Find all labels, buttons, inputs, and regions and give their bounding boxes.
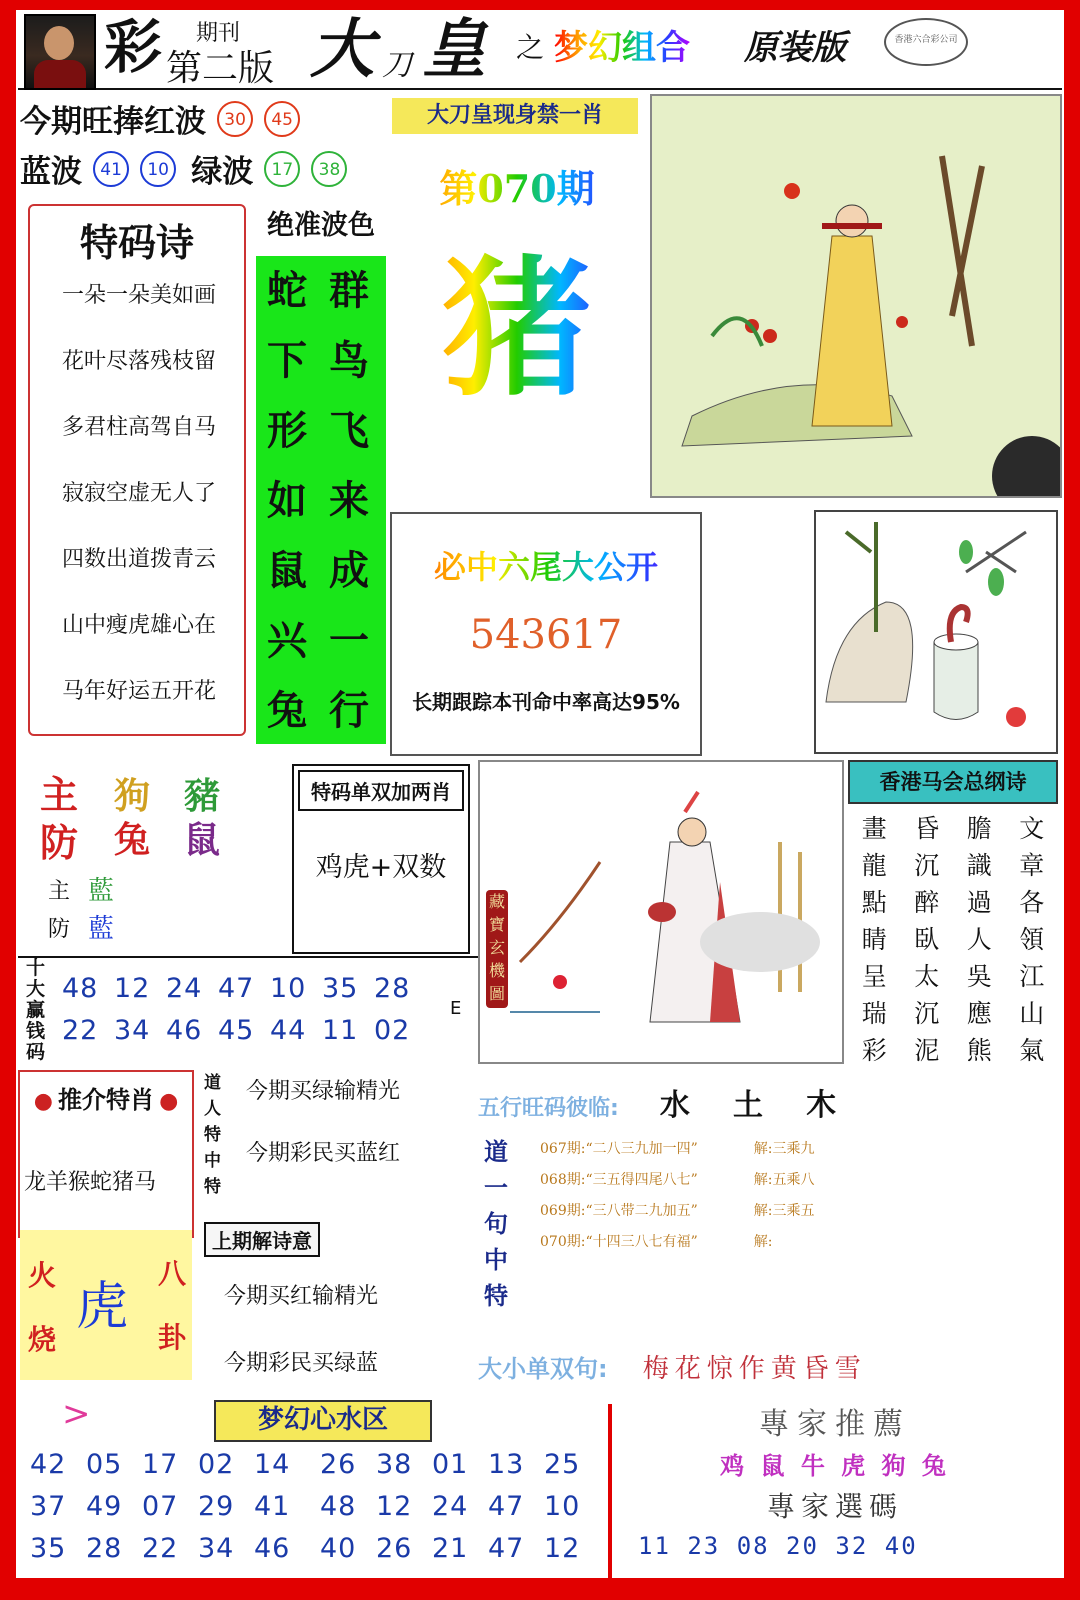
wave-color-title: 绝准波色: [256, 196, 386, 256]
size-parity-row: [478, 1348, 1038, 1392]
dream-title: 梦幻心水区: [214, 1400, 432, 1442]
expert-title: 專家推薦: [759, 1407, 911, 1442]
daoren-label: 道 人 特 中 特: [204, 1073, 221, 1197]
blue-ball-2: 10: [140, 151, 176, 187]
single-double-value: 鸡虎+双数: [315, 852, 447, 883]
red-ball-1: 30: [217, 101, 253, 137]
ten-codes-row-1: 48 12 24 47 10 35 28: [62, 973, 411, 1000]
poem-line-7: 马年好运五开花: [62, 679, 217, 704]
six-tail-title: 必中六尾大公开: [392, 542, 700, 588]
snake-illustration: [814, 510, 1058, 754]
dream-zone: [18, 1394, 604, 1578]
daoren-line-1: 今期买绿输精光: [246, 1079, 401, 1104]
poem-line-1: 一朵一朵美如画: [62, 283, 217, 308]
hk-general-poem: [848, 760, 1058, 1070]
treasure-art: [480, 762, 842, 1062]
hk-poem-col-2: 膽 識 過 人 吳 應 熊: [966, 814, 992, 1065]
burn-char: 烧: [28, 1323, 57, 1356]
issue-number: 第070期: [388, 158, 646, 213]
company-seal: 香港六合彩公司: [884, 18, 968, 66]
green-ball-2: 38: [311, 151, 347, 187]
special-code-poem: [28, 204, 246, 736]
recommend-animals: 龙羊猴蛇猪马: [24, 1170, 157, 1195]
one-sentence-panel: [478, 1134, 878, 1312]
last-issue-panel: [204, 1222, 474, 1388]
poem-line-5: 四数出道拨青云: [62, 547, 217, 572]
original-version-label: 原装版: [744, 28, 846, 68]
dream-row: 42 05 17 02 14: [30, 1449, 291, 1480]
dream-row: 48 12 24 47 10: [320, 1491, 581, 1522]
poem-line-4: 寂寂空虚无人了: [62, 481, 217, 506]
main-defense-panel: [18, 764, 290, 956]
fire-char: 火: [28, 1259, 57, 1292]
zhu-char: 主: [40, 772, 79, 817]
header: [18, 12, 1062, 90]
ten-winning-codes: [18, 956, 478, 1066]
qikan-label: 期刊: [196, 21, 241, 46]
single-double-title: 特码单双加两肖: [298, 770, 464, 811]
hk-poem-col-4: 畫 龍 點 睛 呈 瑞 彩: [861, 814, 887, 1065]
eight-char: 八: [158, 1257, 187, 1290]
wave-char: 鼠: [267, 547, 307, 594]
ten-codes-side-mark: E: [450, 998, 462, 1019]
wave-char: 成: [329, 547, 369, 594]
animal-rabbit: 兔: [114, 819, 151, 861]
hk-poem-col-1: 文 章 各 領 江 山 氣: [1019, 814, 1045, 1065]
red-ball-2: 45: [264, 101, 300, 137]
wuxing-water: 水: [659, 1088, 690, 1123]
treasure-illustration: [478, 760, 844, 1064]
hk-poem-col-3: 昏 沉 醉 臥 太 沉 泥: [914, 814, 940, 1065]
blue-wave-label: 蓝波: [20, 154, 82, 190]
blue-ball-1: 41: [93, 151, 129, 187]
zhi-char: 之: [516, 31, 545, 64]
fang-color: 藍: [88, 914, 115, 944]
wave-char: 一: [329, 617, 369, 664]
recommend-title: ● 推介特肖 ●: [33, 1086, 179, 1114]
blue-green-wave-row: [20, 146, 380, 190]
mushroom-icon: ●: [33, 1089, 53, 1114]
poem-line-6: 山中瘦虎雄心在: [62, 613, 217, 638]
fire-bagua-panel: [20, 1230, 192, 1380]
scholar-illustration: [650, 94, 1062, 498]
title-da: 大: [310, 12, 374, 87]
green-ball-1: 17: [264, 151, 300, 187]
zhu-label: 主: [48, 879, 71, 904]
zodiac-reveal-panel: [388, 94, 646, 496]
mushroom-icon: ●: [159, 1089, 179, 1114]
portrait-photo: [24, 14, 96, 90]
sentence-row: 070期:“十四三八七有福” 解:: [540, 1234, 773, 1250]
wave-char: 形: [267, 407, 307, 454]
six-tail-footer: 长期跟踪本刊命中率高达95%: [412, 690, 680, 714]
last-issue-line-2: 今期彩民买绿蓝: [224, 1351, 379, 1376]
treasure-caption: 藏寶玄機圖: [486, 890, 508, 1008]
banned-zodiac-animal: 猪: [388, 244, 646, 414]
scholar-art: [652, 96, 1062, 498]
sentence-row: 069期:“三八带二九加五” 解:三乘五: [540, 1203, 815, 1219]
animal-rat: 鼠: [184, 819, 221, 861]
size-parity-text: 梅花惊作黄昏雪: [642, 1354, 867, 1384]
dream-row: 35 28 22 34 46: [30, 1533, 291, 1564]
six-tail-panel: [390, 512, 702, 756]
animal-pig: 豬: [184, 775, 221, 817]
one-sentence-rows: [540, 1134, 815, 1258]
poem-line-3: 多君柱高驾自马: [62, 415, 217, 440]
dream-row: 26 38 01 13 25: [320, 1449, 581, 1480]
zhu-color: 藍: [88, 876, 115, 906]
wave-color-col-2: [318, 256, 380, 746]
cai-char: 彩: [104, 13, 163, 81]
expert-codes-title: 專家選碼: [766, 1490, 903, 1523]
single-double-panel: [292, 764, 470, 954]
daoren-panel: [204, 1070, 474, 1218]
dream-row: 37 49 07 29 41: [30, 1491, 291, 1522]
wuxing-wood: 木: [806, 1088, 837, 1123]
hk-poem-title: 香港马会总纲诗: [848, 760, 1058, 804]
expert-codes: 11 23 08 20 32 40: [638, 1532, 918, 1560]
dream-left-grid: [30, 1444, 310, 1570]
red-wave-label: 今期旺捧红波: [20, 104, 206, 140]
wave-char: 下: [267, 337, 307, 384]
wave-char: 蛇: [267, 267, 307, 314]
recommend-panel: [18, 1070, 194, 1238]
expert-animals: 鸡 鼠 牛 虎 狗 兔: [720, 1451, 950, 1480]
title-huang: 皇: [422, 12, 486, 87]
wave-char: 飞: [329, 407, 369, 454]
wave-color-panel: [256, 196, 386, 744]
wuxing-title: 五行旺码彼临:: [478, 1096, 619, 1121]
dream-row: 40 26 21 47 12: [320, 1533, 581, 1564]
dream-right-grid: [320, 1444, 600, 1570]
poem-title: 特码诗: [79, 220, 194, 265]
wave-char: 来: [329, 477, 369, 524]
ten-codes-row-2: 22 34 46 45 44 11 02: [62, 1015, 411, 1046]
sentence-row: 068期:“三五得四尾八七” 解:五乘八: [540, 1172, 815, 1188]
wave-char: 行: [329, 687, 369, 734]
snake-art: [816, 512, 1056, 752]
wuxing-row: [478, 1080, 878, 1124]
animal-dog: 狗: [114, 775, 151, 817]
edition-label: 第二版: [166, 48, 275, 89]
sentence-row: 067期:“二八三九加一四” 解:三乘九: [540, 1141, 815, 1157]
last-issue-title: 上期解诗意: [204, 1222, 320, 1257]
one-sentence-label: 道 一 句 中 特: [484, 1137, 508, 1310]
tiger-char: 虎: [76, 1277, 129, 1337]
wave-color-col-1: [256, 256, 318, 746]
zodiac-reveal-label: 大刀皇现身禁一肖: [392, 98, 638, 134]
expert-panel: [608, 1404, 1058, 1578]
wave-char: 鸟: [329, 337, 369, 384]
poem-line-2: 花叶尽落残枝留: [62, 349, 217, 374]
title-dao: 刀: [382, 48, 412, 83]
last-issue-line-1: 今期买红输精光: [224, 1284, 379, 1309]
fang-char: 防: [40, 820, 79, 865]
green-wave-label: 绿波: [191, 154, 254, 190]
wuxing-earth: 土: [733, 1088, 763, 1123]
dream-arrow: >: [62, 1394, 91, 1434]
wave-char: 如: [267, 477, 307, 524]
six-tail-number: 543617: [469, 612, 623, 658]
subtitle-dream-combo: 梦幻组合: [554, 20, 690, 69]
size-parity-label: 大小单双句:: [478, 1355, 608, 1383]
ten-codes-label: 十 大 赢 钱 码: [26, 957, 46, 1063]
daoren-line-2: 今期彩民买蓝红: [246, 1141, 401, 1166]
red-wave-row: [20, 96, 380, 140]
wave-char: 群: [329, 267, 369, 314]
gua-char: 卦: [158, 1321, 187, 1354]
fang-label: 防: [48, 917, 71, 942]
wave-char: 兴: [267, 617, 307, 664]
wave-char: 兔: [267, 687, 307, 734]
